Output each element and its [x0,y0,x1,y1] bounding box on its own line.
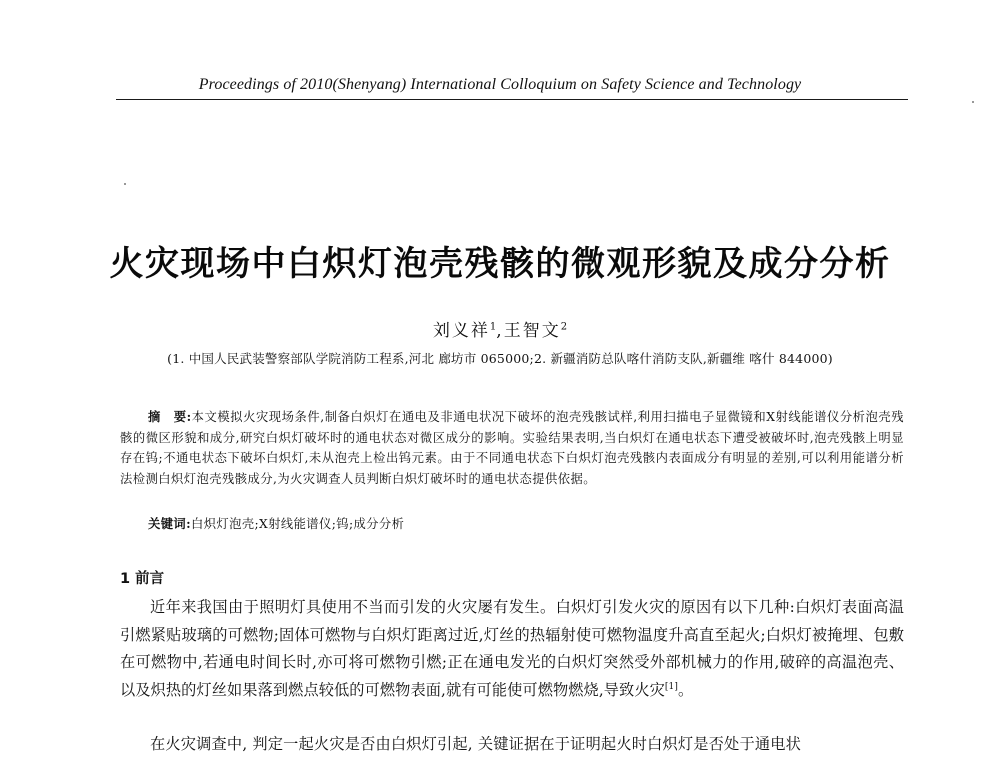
author-name: 王智文 [503,321,561,341]
author-affiliation-mark: 1 [489,321,497,333]
scan-dot [972,101,974,103]
author-name: 刘义祥 [432,321,490,341]
paper-title: 火灾现场中白炽灯泡壳残骸的微观形貌及成分分析 [109,244,891,284]
affiliation: (1. 中国人民武装警察部队学院消防工程系,河北 廊坊市 065000;2. 新疆消防总队喀什消防支队,新疆维 喀什 844000) [167,351,833,366]
abstract-text: 本文模拟火灾现场条件,制备白炽灯在通电及非通电状况下破坏的泡壳残骸试样,利用扫描电子显微镜和X射线能谱仪分析泡壳残骸的微区形貌和成分,研究白炽灯破坏时的通电状态对微区成分的影响。实验结果表明,当白炽灯在通电状态下遭受被破坏时,泡壳残骸上明显存在钨;不通电状态下破坏白炽灯,未从泡壳上检出钨元素。由于不同通电状态下白炽灯泡壳残骸内表面成分有明显的差别,可以利用能谱分析法检测白炽灯泡壳残骸成分,为火灾调查人员判断白炽灯破坏时的通电状态提供依据。 [120,410,904,486]
abstract-label: 摘 要: [148,409,192,424]
body-paragraph [120,594,904,704]
body-paragraph: 在火灾调查中, 判定一起火灾是否由白炽灯引起, 关键证据在于证明起火时白炽灯是否处于通电状 [150,735,801,753]
authors [0,316,1000,341]
running-head: Proceedings of 2010(Shenyang) International Colloquium on Safety Science and Technology [198,76,802,93]
author-separator: , [496,321,504,341]
paragraph-end: 。 [677,680,694,699]
paragraph-text: 近年来我国由于照明灯具使用不当而引发的火灾屡有发生。白炽灯引发火灾的原因有以下几种:白炽灯表面高温引燃紧贴玻璃的可燃物;固体可燃物与白炽灯距离过近,灯丝的热辐射使可燃物温度升高直至起火;白炽灯被掩埋、包敷在可燃物中,若通电时间长时,亦可将可燃物引燃;正在通电发光的白炽灯突然受外部机械力的作用,破碎的高温泡壳、以及炽热的灯丝如果落到燃点较低的可燃物表面,就有可能使可燃物燃烧,导致火灾 [120,598,904,699]
keywords-label: 关键词: [148,516,192,531]
abstract [120,407,904,489]
header-rule [116,99,908,100]
keywords-text: 白炽灯泡壳;X射线能谱仪;钨;成分分析 [191,517,405,531]
citation-ref: [1] [664,681,678,692]
author-affiliation-mark: 2 [560,321,568,333]
keywords [148,514,404,532]
scan-dot [124,183,126,185]
section-heading: 1 前言 [120,571,165,587]
